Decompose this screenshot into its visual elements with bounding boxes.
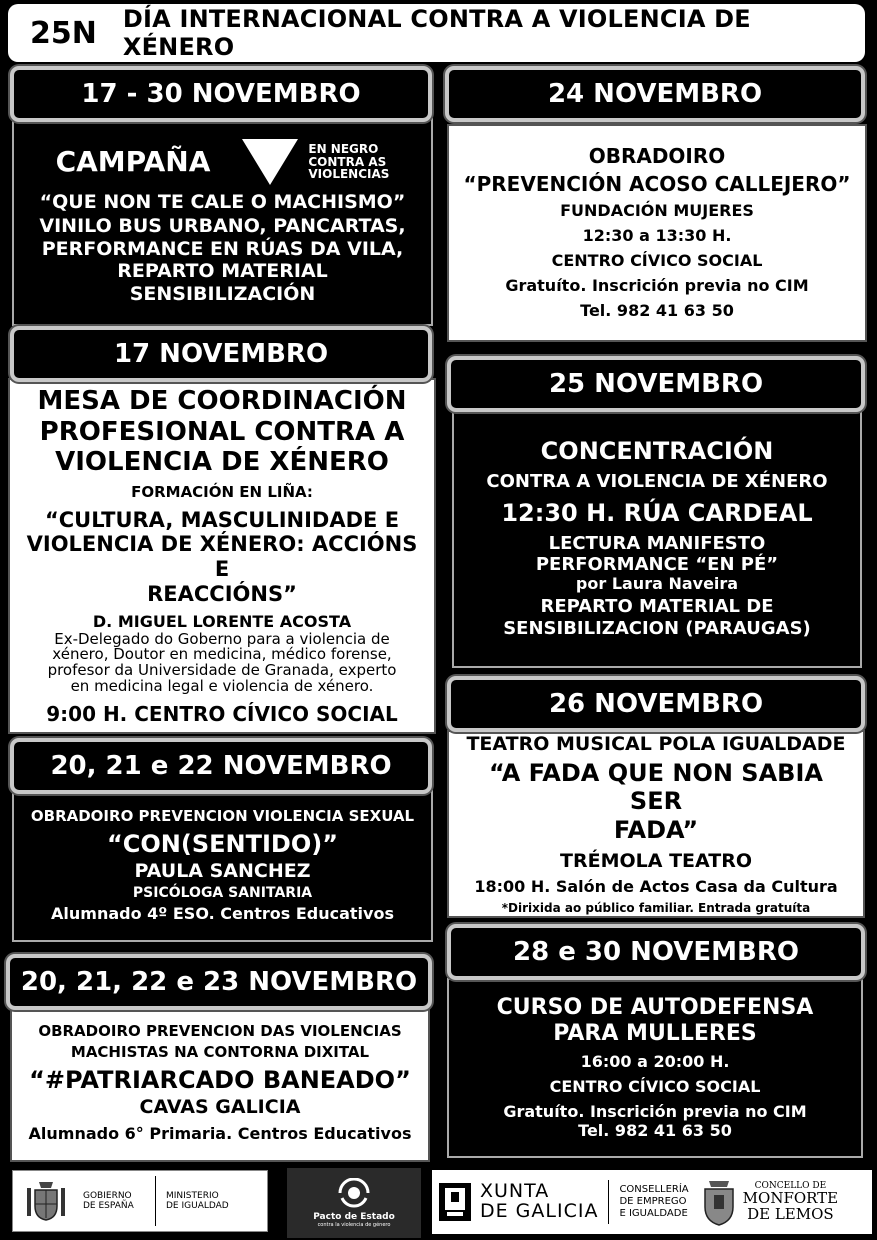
pacto-title: Pacto de Estado (313, 1212, 395, 1222)
campaign-box (12, 118, 433, 326)
theatre-title-line: “A FADA QUE NON SABIA SER (489, 759, 823, 816)
date-header-20-22-nov: 20, 21 e 22 NOVEMBRO (10, 738, 432, 794)
mesa-format: FORMACIÓN EN LIÑA: (131, 482, 313, 501)
title-bar (8, 4, 865, 62)
mesa-coordinacion-box (8, 378, 436, 734)
concello-name: MONFORTE (742, 1189, 839, 1208)
concello-name: DE LEMOS (747, 1205, 834, 1223)
activity-line: REPARTO MATERIAL DE (540, 596, 774, 618)
xunta-text: DE GALICIA (480, 1200, 599, 1222)
coat-of-arms-icon (23, 1178, 69, 1224)
pacto-emblem-icon (332, 1178, 376, 1208)
organizer: FUNDACIÓN MUJERES (560, 201, 754, 221)
conselleria-text: DE EMPREGO (619, 1196, 687, 1207)
phone: Tel. 982 41 63 50 (578, 1120, 732, 1140)
mesa-title-line: MESA DE COORDINACIÓN (37, 385, 407, 416)
xunta-text: XUNTA (480, 1180, 550, 1203)
theatre-title-line: FADA” (613, 815, 699, 844)
workshop-type-line: MACHISTAS NA CONTORNA DIXITAL (70, 1043, 370, 1062)
date-header-campaign: 17 - 30 NOVEMBRO (10, 66, 432, 122)
speaker-name: D. MIGUEL LORENTE ACOSTA (92, 611, 352, 631)
talk-title-line: REACCIÓNS” (147, 581, 297, 606)
autodefensa-box (447, 978, 863, 1158)
obradoiro-acoso-box (447, 124, 867, 342)
talk-title-line: VIOLENCIA DE XÉNERO: ACCIÓNS E (26, 532, 418, 582)
workshop-title: “CON(SENTIDO)” (107, 829, 338, 858)
consentido-box (12, 790, 433, 942)
ministerio-text: DE IGUALDAD (166, 1201, 229, 1211)
en-negro-logo: EN NEGRO CONTRA AS VIOLENCIAS (242, 139, 389, 185)
place: CENTRO CÍVICO SOCIAL (551, 251, 763, 271)
speaker-role: PSICÓLOGA SANITARIA (132, 884, 313, 901)
date-header-20-23-nov: 20, 21, 22 e 23 NOVEMBRO (6, 954, 432, 1010)
conselleria-text: E IGUALDADE (619, 1208, 688, 1219)
workshop-title: “#PATRIARCADO BANEADO” (29, 1065, 411, 1094)
phone: Tel. 982 41 63 50 (580, 300, 734, 320)
xunta-emblem-icon (438, 1182, 472, 1222)
campaign-heading: CAMPAÑA (55, 145, 211, 179)
activity-line: PERFORMANCE “EN PÉ” (535, 554, 779, 576)
pacto-estado-logo (287, 1168, 421, 1238)
speaker-name: PAULA SANCHEZ (134, 860, 311, 883)
date-header-26-nov: 26 NOVEMBRO (447, 676, 865, 732)
time: 16:00 a 20:00 H. (580, 1052, 730, 1072)
ministerio-text: MINISTERIO (166, 1190, 219, 1201)
speaker-bio: xénero, Doutor en medicina, médico forense, (52, 645, 392, 664)
mesa-time-place: 9:00 H. CENTRO CÍVICO SOCIAL (46, 701, 398, 726)
xunta-concello-logo (432, 1170, 872, 1234)
performer: por Laura Naveira (575, 574, 739, 594)
campaign-line: PERFORMANCE EN RÚAS DA VILA, (41, 237, 404, 260)
pacto-subtitle: contra la violencia de género (317, 1222, 391, 1228)
speaker-bio: Ex-Delegado do Goberno para a violencia de (54, 629, 390, 648)
triangle-icon (242, 139, 298, 185)
event-tag: 25N (30, 15, 97, 51)
theatre-note: *Dirixida ao público familiar. Entrada gratuíta (501, 901, 811, 916)
workshop-title: “PREVENCIÓN ACOSO CALLEJERO” (463, 171, 851, 196)
campaign-line: REPARTO MATERIAL SENSIBILIZACIÓN (117, 260, 328, 305)
concentracion-box (452, 408, 862, 668)
mesa-title-line: PROFESIONAL CONTRA A (39, 416, 405, 447)
concentracion-heading: CONCENTRACIÓN (540, 437, 774, 466)
course-title-line: CURSO DE AUTODEFENSA (496, 995, 814, 1021)
footer-logos (0, 1166, 877, 1240)
speaker-bio: en medicina legal e violencia de xénero. (70, 676, 374, 695)
patriarcado-box (10, 1004, 430, 1162)
concello-text: CONCELLO DE (754, 1181, 827, 1192)
campaign-line: VINILO BUS URBANO, PANCARTAS, (39, 215, 406, 238)
registration-note: Gratuíto. Inscrición previa no CIM (503, 1101, 807, 1121)
concentracion-sub: CONTRA A VIOLENCIA DE XÉNERO (486, 471, 828, 493)
gobierno-text: DE ESPAÑA (83, 1201, 134, 1211)
gobierno-text: GOBIERNO (83, 1190, 132, 1201)
campaign-slogan: “QUE NON TE CALE O MACHISMO” (39, 190, 406, 213)
talk-title-line: “CULTURA, MASCULINIDADE E (44, 507, 400, 532)
conselleria-text: CONSELLERÍA (619, 1184, 689, 1195)
organizer: CAVAS GALICIA (139, 1096, 301, 1119)
activity-line: LECTURA MANIFESTO (548, 533, 766, 555)
date-header-25-nov: 25 NOVEMBRO (447, 356, 865, 412)
theatre-type: TEATRO MUSICAL POLA IGUALDADE (466, 732, 846, 755)
date-header-17-nov: 17 NOVEMBRO (10, 326, 432, 382)
monforte-crest-icon (701, 1177, 737, 1227)
teatro-box (447, 730, 865, 918)
registration-note: Gratuíto. Inscrición previa no CIM (505, 276, 809, 296)
theatre-time-place: 18:00 H. Salón de Actos Casa da Cultura (474, 877, 838, 897)
mesa-title-line: VIOLENCIA DE XÉNERO (55, 447, 389, 478)
workshop-type-line: OBRADOIRO PREVENCION DAS VIOLENCIAS (38, 1021, 402, 1040)
audience: Alumnado 6° Primaria. Centros Educativos (28, 1123, 412, 1143)
theatre-company: TRÉMOLA TEATRO (560, 849, 752, 872)
course-title-line: PARA MULLERES (553, 1021, 757, 1047)
page-title: DÍA INTERNACIONAL CONTRA A VIOLENCIA DE XÉNERO (122, 5, 751, 61)
workshop-type: OBRADOIRO PREVENCION VIOLENCIA SEXUAL (30, 807, 415, 826)
gobierno-ministerio-logo (12, 1170, 268, 1232)
place: CENTRO CÍVICO SOCIAL (549, 1077, 761, 1097)
time: 12:30 a 13:30 H. (582, 226, 732, 246)
speaker-bio: profesor da Universidade de Granada, experto (47, 661, 397, 680)
activity-line: SENSIBILIZACION (PARAUGAS) (503, 617, 811, 639)
date-header-28-30-nov: 28 e 30 NOVEMBRO (447, 924, 865, 980)
audience: Alumnado 4º ESO. Centros Educativos (51, 904, 394, 924)
workshop-type: OBRADOIRO (588, 144, 726, 169)
date-header-24-nov: 24 NOVEMBRO (445, 66, 865, 122)
concentracion-time-place: 12:30 H. RÚA CARDEAL (501, 498, 813, 527)
